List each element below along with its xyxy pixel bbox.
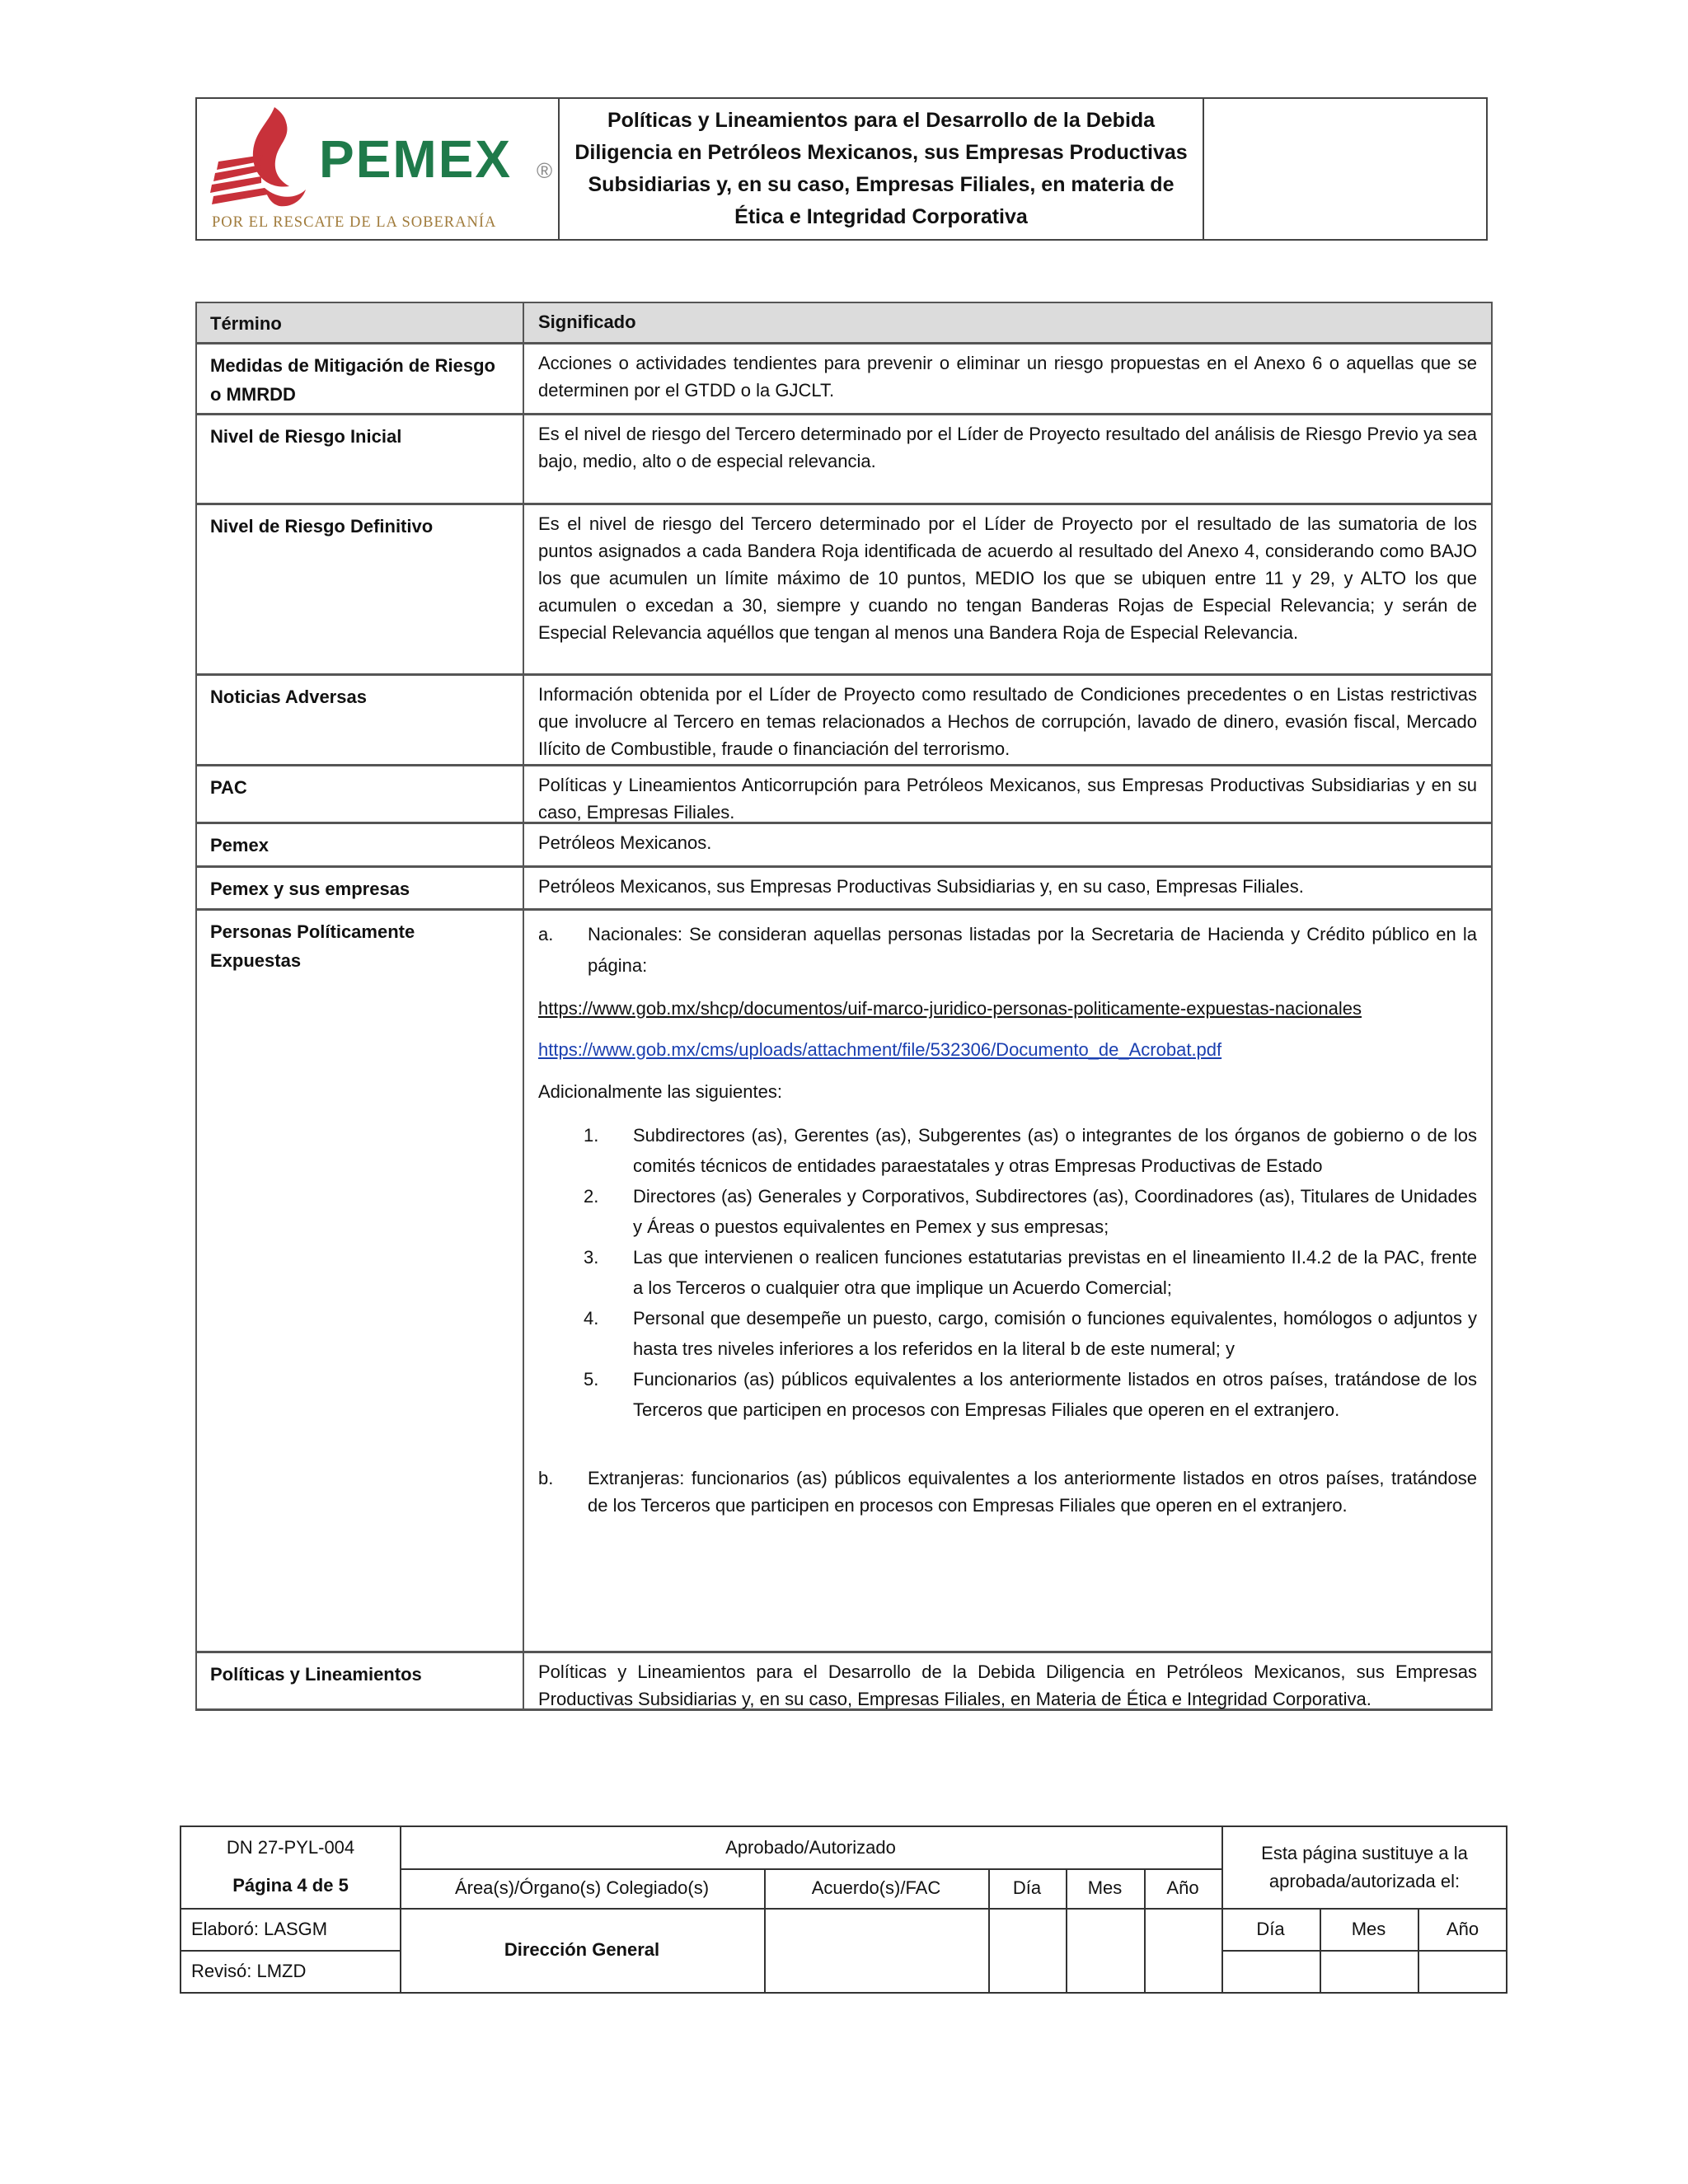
registered-mark: ® <box>537 158 553 183</box>
term-cell: Nivel de Riesgo Definitivo <box>197 505 524 673</box>
table-row <box>195 674 1493 766</box>
replaces-mes: Mes <box>1351 1918 1386 1939</box>
list-item <box>538 1181 1477 1242</box>
term-cell: Nivel de Riesgo Inicial <box>197 415 524 503</box>
pemex-eagle-logo-icon <box>210 104 317 211</box>
doc-code: DN 27-PYL-004 <box>226 1837 355 1858</box>
mes-column-header: Mes <box>1087 1877 1123 1898</box>
list-text: Personal que desempeñe un puesto, cargo, comisión o funciones equivalentes, homólogos o adjuntos y hasta tres niveles inferiores a los referidos en la literal b de este numeral; y <box>633 1308 1477 1359</box>
list-item-a <box>538 919 1477 982</box>
table-header-row <box>195 302 1493 344</box>
table-row <box>195 765 1493 824</box>
area-value: Dirección General <box>504 1939 660 1960</box>
list-number: 2. <box>584 1186 599 1207</box>
table-row <box>195 504 1493 676</box>
definition-cell: Petróleos Mexicanos. <box>538 832 712 853</box>
definitions-table <box>195 303 1493 1711</box>
list-item <box>538 1242 1477 1303</box>
table-row <box>195 866 1493 911</box>
header-title-cell <box>560 99 1204 239</box>
definition-column-header: Significado <box>538 312 636 332</box>
logo-slogan: POR EL RESCATE DE LA SOBERANÍA <box>212 214 497 231</box>
table-row <box>195 823 1493 868</box>
page-number: Página 4 de 5 <box>232 1875 349 1896</box>
term-column-header: Término <box>197 303 524 342</box>
list-item-b <box>538 1465 1477 1519</box>
list-marker: a. <box>538 924 554 944</box>
pep-link-pdf[interactable]: https://www.gob.mx/cms/uploads/attachment/file/532306/Documento_de_Acrobat.pdf <box>538 1039 1222 1060</box>
replaces-anio: Año <box>1446 1918 1479 1939</box>
area-column-header: Área(s)/Órgano(s) Colegiado(s) <box>454 1877 710 1898</box>
table-row-pep <box>195 909 1493 1653</box>
definition-cell: Es el nivel de riesgo del Tercero determinado por el Líder de Proyecto por el resultado de las sumatoria de los puntos asignados a cada Bandera Roja identificada de acuerdo al resultado del Anexo 4, considerando como BAJO los que acumulen un límite máximo de 10 puntos, MEDIO los que se ubiquen entre 11 y 29, y ALTO los que acumulen o excedan a 30, siempre y cuando no tengan Banderas Rojas de Especial Relevancia; y serán de Especial Relevancia aquéllos que tengan al menos una Bandera Roja de Especial Relevancia. <box>538 513 1477 643</box>
list-item <box>538 1303 1477 1364</box>
numbered-list <box>538 1120 1477 1425</box>
term-cell: Políticas y Lineamientos <box>197 1653 524 1708</box>
list-number: 1. <box>584 1125 599 1146</box>
pep-link-nacionales[interactable]: https://www.gob.mx/shcp/documentos/uif-marco-juridico-personas-politicamente-expuestas-nacionales <box>538 998 1362 1019</box>
document-title: Políticas y Lineamientos para el Desarrollo de la Debida Diligencia en Petróleos Mexicanos, sus Empresas Productivas Subsidiarias y, en su caso, Empresas Filiales, en materia de Ética e Integridad Corporativa <box>574 109 1188 228</box>
table-row <box>195 1652 1493 1711</box>
logo-wordmark: PEMEX <box>319 129 513 189</box>
definition-cell: Información obtenida por el Líder de Proyecto como resultado de Condiciones precedentes o en Listas restrictivas que involucre al Tercero en temas relacionados a Hechos de corrupción, lavado de dinero, evasión fiscal, Mercado Ilícito de Combustible, fraude o financiación del terrorismo. <box>538 684 1477 759</box>
elaboro-field: Elaboró: LASGM <box>191 1918 328 1939</box>
replaces-dia: Día <box>1256 1918 1285 1939</box>
term-cell: PAC <box>197 766 524 822</box>
definition-cell: Políticas y Lineamientos Anticorrupción para Petróleos Mexicanos, sus Empresas Productivas Subsidiarias y en su caso, Empresas Filiales. <box>538 775 1477 823</box>
term-cell: Medidas de Mitigación de Riesgo o MMRDD <box>197 344 524 413</box>
term-cell: Personas Políticamente Expuestas <box>197 911 524 1651</box>
definition-cell: Petróleos Mexicanos, sus Empresas Productivas Subsidiarias y, en su caso, Empresas Filiales. <box>538 876 1304 897</box>
term-cell: Pemex y sus empresas <box>197 868 524 908</box>
list-text: Subdirectores (as), Gerentes (as), Subgerentes (as) o integrantes de los órganos de gobierno o de los comités técnicos de entidades paraestatales y otras Empresas Productivas de Estado <box>633 1125 1477 1176</box>
acuerdo-column-header: Acuerdo(s)/FAC <box>811 1877 941 1898</box>
approval-footer <box>180 1825 1507 1994</box>
replaces-note: Esta página sustituye a la aprobada/autorizada el: <box>1261 1843 1468 1891</box>
list-text: Nacionales: Se consideran aquellas personas listadas por la Secretaria de Hacienda y Crédito público en la página: <box>588 924 1477 976</box>
list-number: 3. <box>584 1247 599 1268</box>
list-text: Las que intervienen o realicen funciones estatutarias previstas en el lineamiento II.4.2 de la PAC, frente a los Terceros o cualquier otra que implique un Acuerdo Comercial; <box>633 1247 1477 1298</box>
reviso-field: Revisó: LMZD <box>191 1960 307 1981</box>
list-text: Extranjeras: funcionarios (as) públicos equivalentes a los anteriormente listados en otros países, tratándose de los Terceros que participen en procesos con Empresas Filiales que operen en el extranjero. <box>588 1468 1477 1516</box>
logo-cell <box>197 99 560 239</box>
document-header <box>195 97 1488 241</box>
list-item <box>538 1364 1477 1425</box>
list-text: Directores (as) Generales y Corporativos, Subdirectores (as), Coordinadores (as), Titulares de Unidades y Áreas o puestos equivalentes en Pemex y sus empresas; <box>633 1186 1477 1237</box>
approved-label: Aprobado/Autorizado <box>725 1837 896 1858</box>
definition-cell: Es el nivel de riesgo del Tercero determinado por el Líder de Proyecto resultado del análisis de Riesgo Previo ya sea bajo, medio, alto o de especial relevancia. <box>538 424 1477 471</box>
list-number: 5. <box>584 1369 599 1390</box>
list-marker: b. <box>538 1468 554 1488</box>
list-number: 4. <box>584 1308 599 1329</box>
list-item <box>538 1120 1477 1181</box>
definition-cell: Acciones o actividades tendientes para prevenir o eliminar un riesgo propuestas en el Anexo 6 o aquellas que se determinen por el GTDD o la GJCLT. <box>538 353 1477 401</box>
definition-cell <box>524 911 1491 1522</box>
term-cell: Noticias Adversas <box>197 676 524 764</box>
definition-cell: Políticas y Lineamientos para el Desarrollo de la Debida Diligencia en Petróleos Mexicanos, sus Empresas Productivas Subsidiarias y, en su caso, Empresas Filiales, en Materia de Ética e Integridad Corporativa. <box>538 1661 1477 1709</box>
dia-column-header: Día <box>1012 1877 1042 1898</box>
additional-label: Adicionalmente las siguientes: <box>538 1081 782 1102</box>
table-row <box>195 414 1493 505</box>
anio-column-header: Año <box>1166 1877 1199 1898</box>
table-row <box>195 343 1493 415</box>
list-text: Funcionarios (as) públicos equivalentes a los anteriormente listados en otros países, tratándose de los Terceros que participen en procesos con Empresas Filiales que operen en el extranjero. <box>633 1369 1477 1420</box>
term-cell: Pemex <box>197 824 524 865</box>
